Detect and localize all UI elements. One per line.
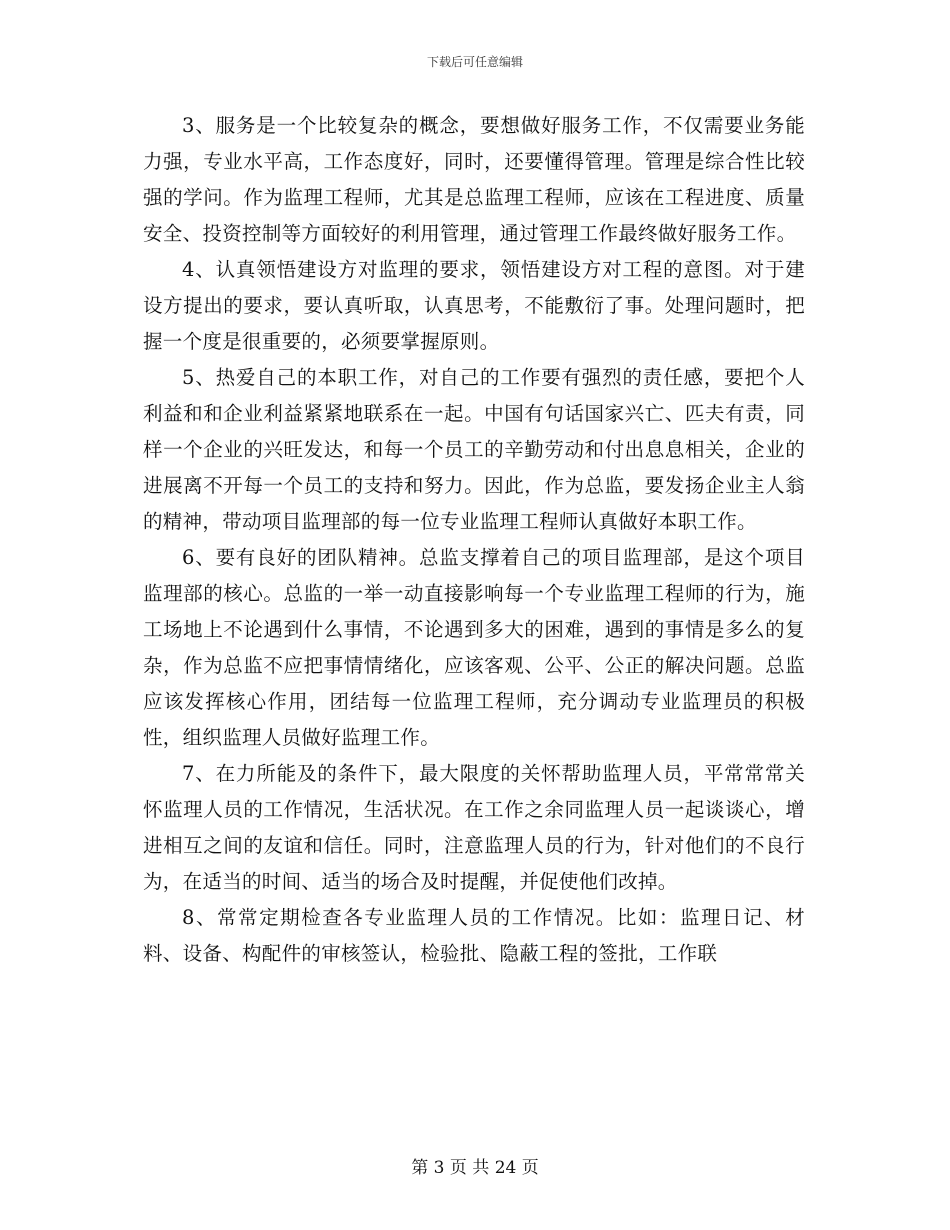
paragraph-item-6: 6、要有良好的团队精神。总监支撑着自己的项目监理部，是这个项目监理部的核心。总监的一举一动直接影响每一个专业监理工程师的行为，施工场地上不论遇到什么事情，不论遇到多大的困难，遇到的事情是多么的复杂，作为总监不应把事情情绪化，应该客观、公平、公正的解决问题。总监应该发挥核心作用，团结每一位监理工程师，充分调动专业监理员的积极性，组织监理人员做好监理工作。 (143, 546, 805, 749)
document-body (143, 108, 805, 972)
paragraph-item-4: 4、认真领悟建设方对监理的要求，领悟建设方对工程的意图。对于建设方提出的要求，要认真听取，认真思考，不能敷衍了事。处理问题时，把握一个度是很重要的，必须要掌握原则。 (143, 258, 805, 353)
paragraph-item-8: 8、常常定期检查各专业监理人员的工作情况。比如：监理日记、材料、设备、构配件的审核签认，检验批、隐蔽工程的签批，工作联 (143, 906, 805, 965)
paragraph-item-7: 7、在力所能及的条件下，最大限度的关怀帮助监理人员，平常常常关怀监理人员的工作情况，生活状况。在工作之余同监理人员一起谈谈心，增进相互之间的友谊和信任。同时，注意监理人员的行为，针对他们的不良行为，在适当的时间、适当的场合及时提醒，并促使他们改掉。 (143, 762, 805, 893)
paragraph-item-3: 3、服务是一个比较复杂的概念，要想做好服务工作，不仅需要业务能力强，专业水平高，工作态度好，同时，还要懂得管理。管理是综合性比较强的学问。作为监理工程师，尤其是总监理工程师，应该在工程进度、质量安全、投资控制等方面较好的利用管理，通过管理工作最终做好服务工作。 (143, 114, 805, 245)
page-number-footer: 第 3 页 共 24 页 (411, 1158, 539, 1178)
page-header-note: 下载后可任意编辑 (426, 55, 523, 69)
paragraph-item-5: 5、热爱自己的本职工作，对自己的工作要有强烈的责任感，要把个人利益和和企业利益紧紧地联系在一起。中国有句话国家兴亡、匹夫有责，同样一个企业的兴旺发达，和每一个员工的辛勤劳动和付出息息相关，企业的进展离不开每一个员工的支持和努力。因此，作为总监，要发扬企业主人翁的精神，带动项目监理部的每一位专业监理工程师认真做好本职工作。 (143, 366, 805, 533)
